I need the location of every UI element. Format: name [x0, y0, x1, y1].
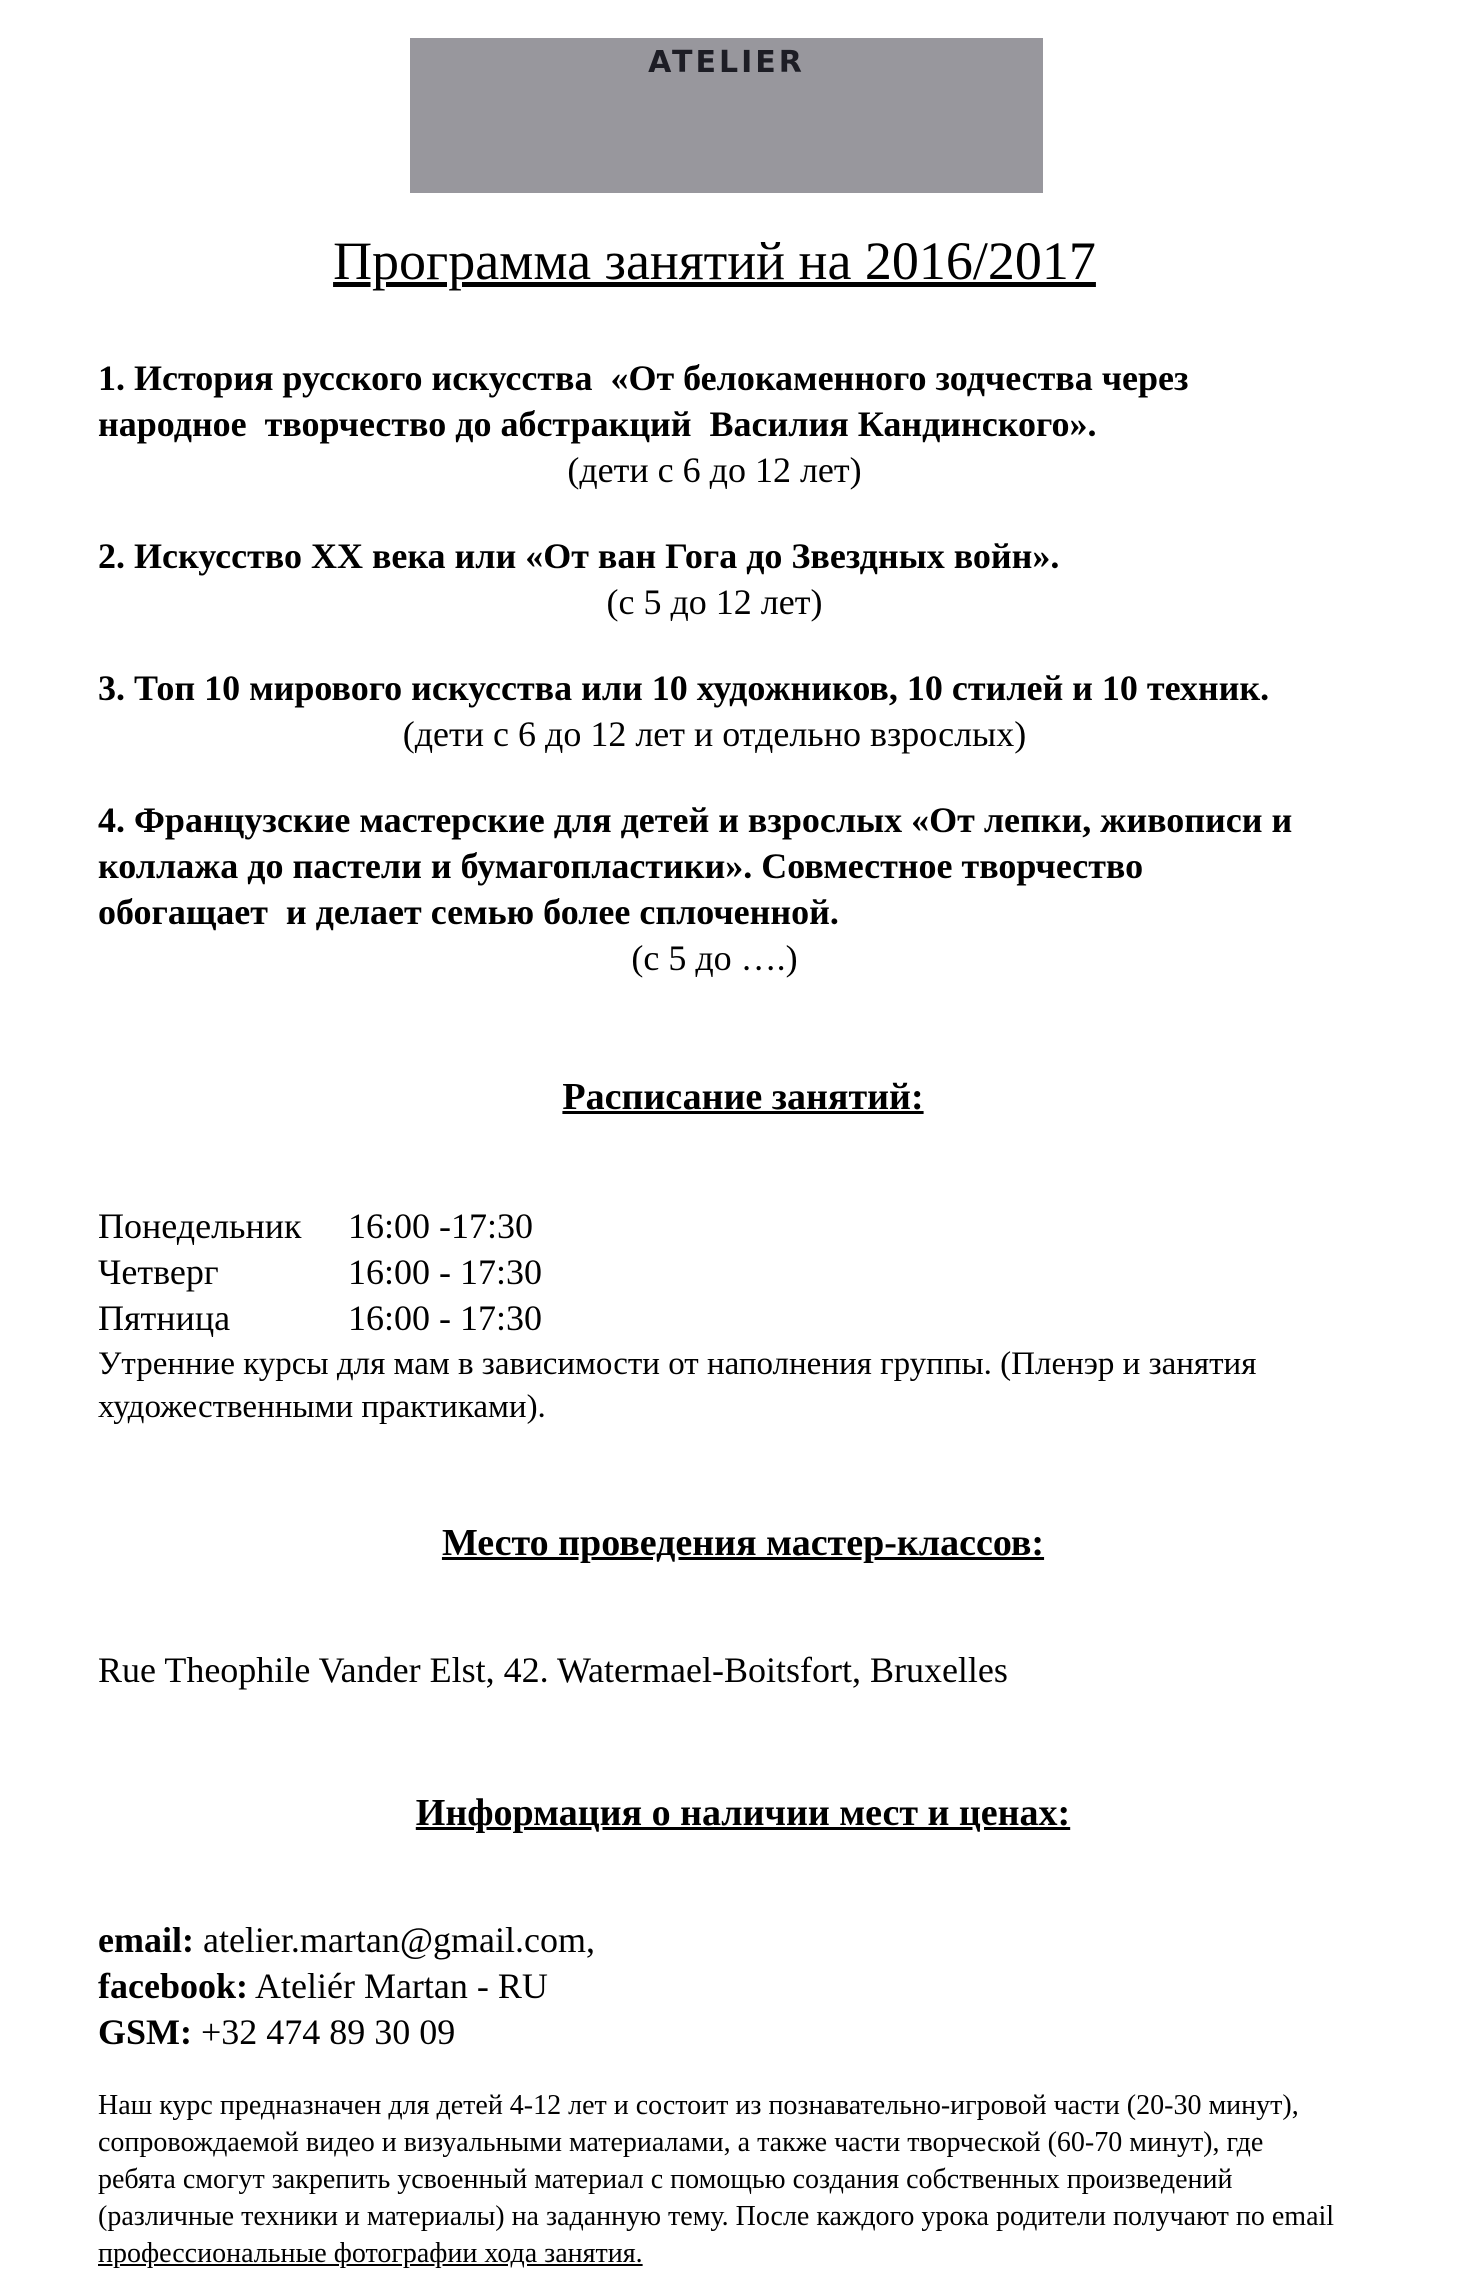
schedule-note-line: художественными практиками). — [98, 1389, 546, 1425]
page-title: Программа занятий на 2016/2017 — [333, 231, 1096, 291]
contact-value: +32 474 89 30 09 — [192, 2012, 456, 2052]
program-item — [98, 665, 1331, 757]
program-line: обогащает и делает семью более сплоченной. — [98, 892, 839, 932]
footer-underlined-line: профессиональные фотографии хода занятия. — [98, 2238, 643, 2269]
program-age-note: (дети с 6 до 12 лет) — [567, 450, 862, 490]
program-line: коллажа до пастели и бумагопластики». Совместное творчество — [98, 846, 1144, 886]
schedule-time: 16:00 -17:30 — [348, 1206, 533, 1246]
schedule-day: Пятница — [98, 1298, 231, 1338]
schedule-table — [98, 1203, 1331, 1341]
program-item — [98, 797, 1331, 981]
program-age-note: (с 5 до 12 лет) — [606, 582, 823, 622]
contact-list — [98, 1917, 1331, 2055]
address-line: Rue Theophile Vander Elst, 42. Watermael-Boitsfort, Bruxelles — [98, 1650, 1008, 1690]
schedule-note — [98, 1343, 1331, 1429]
program-line: народное творчество до абстракций Василия Кандинского». — [98, 404, 1097, 444]
program-age-note: (дети с 6 до 12 лет и отдельно взрослых) — [402, 714, 1027, 754]
footer-line: Наш курс предназначен для детей 4-12 лет и состоит из познавательно-игровой части (20-30 минут), — [98, 2090, 1299, 2121]
schedule-time: 16:00 - 17:30 — [348, 1298, 542, 1338]
contact-row — [98, 1963, 1331, 2009]
program-line: 2. Искусство XX века или «От ван Гога до Звездных войн». — [98, 536, 1060, 576]
location-heading: Место проведения мастер-классов: — [441, 1522, 1045, 1564]
footer-line: ребята смогут закрепить усвоенный материал с помощью создания собственных произведений — [98, 2164, 1233, 2195]
contact-label: facebook: — [98, 1966, 248, 2006]
contact-row — [98, 1917, 1331, 1963]
schedule-heading: Расписание занятий: — [562, 1076, 924, 1118]
footer-line: (различные техники и материалы) на заданную тему. После каждого урока родители получают по email — [98, 2201, 1335, 2232]
footer-paragraph — [98, 2087, 1335, 2272]
schedule-row — [98, 1249, 1331, 1295]
program-list — [98, 355, 1331, 981]
contact-label: email: — [98, 1920, 194, 1960]
schedule-day: Четверг — [98, 1252, 219, 1292]
logo-word-martan — [435, 0, 1017, 219]
contact-value: atelier.martan@gmail.com, — [193, 1920, 595, 1960]
program-item — [98, 533, 1331, 625]
contact-label: GSM: — [98, 2012, 192, 2052]
schedule-row — [98, 1295, 1331, 1341]
schedule-note-line: Утренние курсы для мам в зависимости от наполнения группы. (Пленэр и занятия — [98, 1346, 1257, 1382]
logo-atelier-text: ATELIER — [648, 45, 805, 80]
schedule-time: 16:00 - 17:30 — [348, 1252, 542, 1292]
program-age-note: (с 5 до ….) — [631, 938, 798, 978]
contact-row — [98, 2009, 1331, 2055]
flyer-page — [0, 38, 1461, 2269]
program-line: 3. Топ 10 мирового искусства или 10 художников, 10 стилей и 10 техник. — [98, 668, 1270, 708]
program-item — [98, 355, 1331, 493]
footer-line: сопровождаемой видео и визуальными материалами, а также части творческой (60-70 минут), где — [98, 2127, 1264, 2158]
atelier-martan-logo — [410, 38, 1043, 193]
program-line: 1. История русского искусства «От белокаменного зодчества через — [98, 358, 1189, 398]
schedule-day: Понедельник — [98, 1206, 302, 1246]
program-line: 4. Французские мастерские для детей и взрослых «От лепки, живописи и — [98, 800, 1293, 840]
schedule-row — [98, 1203, 1331, 1249]
contact-value: Ateliér Martan - RU — [247, 1966, 548, 2006]
info-heading: Информация о наличии мест и ценах: — [415, 1792, 1071, 1834]
